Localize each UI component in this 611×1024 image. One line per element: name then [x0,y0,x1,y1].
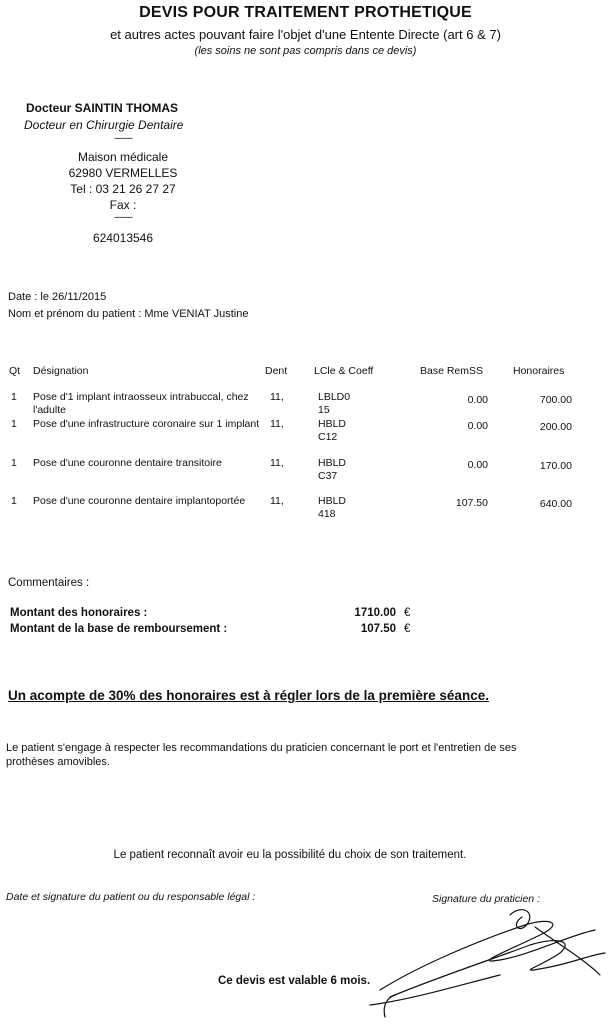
document-subtitle: et autres actes pouvant faire l'objet d'une Entente Directe (art 6 & 7) [110,27,501,42]
engagement-text: Le patient s'engage à respecter les recommandations du praticien concernant le port et l'entretien de ses prothèses amovibles. [6,742,517,768]
row-3-code: HBLD C37 [318,457,347,482]
header-base: Base RemSS [420,365,484,377]
practitioner-address-line2: 62980 VERMELLES [68,166,178,180]
practitioner-title: Docteur en Chirurgie Dentaire [24,118,184,132]
row-4-qty: 1 [11,495,17,507]
quote-date: Date : le 26/11/2015 [8,291,107,303]
validity-notice: Ce devis est valable 6 mois. [218,975,371,987]
row-4-base: 107.50 [455,497,488,509]
row-1-base: 0.00 [467,394,488,406]
row-3-fees: 170.00 [539,460,572,472]
document-title: DEVIS POUR TRAITEMENT PROTHETIQUE [139,4,472,21]
total-base-label: Montant de la base de remboursement : [10,623,228,635]
signature-stroke-5 [384,995,395,1017]
signature-stroke-1 [380,921,595,990]
practitioner-signature-scribble [360,905,610,1024]
row-3-tooth: 11, [270,457,284,469]
row-4-code: HBLD 418 [318,495,347,520]
row-3-designation: Pose d'une couronne dentaire transitoire [33,457,222,469]
row-2-base: 0.00 [467,420,488,432]
row-1-tooth: 11, [270,391,284,403]
total-base-currency: € [404,623,411,635]
practitioner-separator: --------- [114,133,132,143]
row-2-designation: Pose d'une infrastructure coronaire sur 1 implant [33,418,260,430]
header-tooth: Dent [265,365,288,377]
row-1-code: LBLD0 15 [318,391,351,416]
patient-name: Nom et prénom du patient : Mme VENIAT Justine [8,308,249,320]
practitioner-signature-label: Signature du praticien : [432,893,540,905]
practitioner-id-number: 624013546 [92,231,154,245]
row-3-base: 0.00 [467,459,488,471]
total-base-value: 107.50 [360,623,396,635]
practitioner-fax: Fax : [109,198,137,212]
row-1-fees: 700.00 [539,394,572,406]
row-4-tooth: 11, [270,495,284,507]
row-2-fees: 200.00 [539,421,572,433]
total-fees-label: Montant des honoraires : [10,607,148,619]
row-2-code: HBLD C12 [318,418,347,443]
total-fees-value: 1710.00 [354,607,396,619]
practitioner-phone: Tel : 03 21 26 27 27 [70,182,176,196]
header-designation: Désignation [33,365,89,377]
row-1-designation: Pose d'1 implant intraosseux intrabuccal, chez l'adulte [33,391,249,416]
row-4-fees: 640.00 [539,498,572,510]
patient-signature-label: Date et signature du patient ou du responsable légal : [6,891,256,903]
total-fees-currency: € [404,607,411,619]
practitioner-address-line1: Maison médicale [77,150,169,164]
acknowledge-text: Le patient reconnaît avoir eu la possibilité du choix de son traitement. [113,849,467,861]
comments-label: Commentaires : [8,577,90,589]
practitioner-separator-2: --------- [114,212,132,222]
row-2-qty: 1 [11,418,17,430]
deposit-notice: Un acompte de 30% des honoraires est à régler lors de la première séance. [8,688,489,703]
signature-stroke-3 [510,910,530,929]
header-qty: Qt [9,365,21,377]
row-3-qty: 1 [11,457,17,469]
practitioner-name: Docteur SAINTIN THOMAS [26,101,179,115]
header-code: LCle & Coeff [314,365,374,377]
row-2-tooth: 11, [270,418,284,430]
document-note: (les soins ne sont pas compris dans ce devis) [194,45,417,57]
row-4-designation: Pose d'une couronne dentaire implantoportée [33,495,246,507]
header-fees: Honoraires [513,365,565,377]
row-1-qty: 1 [11,391,17,403]
signature-stroke-2 [390,941,605,997]
